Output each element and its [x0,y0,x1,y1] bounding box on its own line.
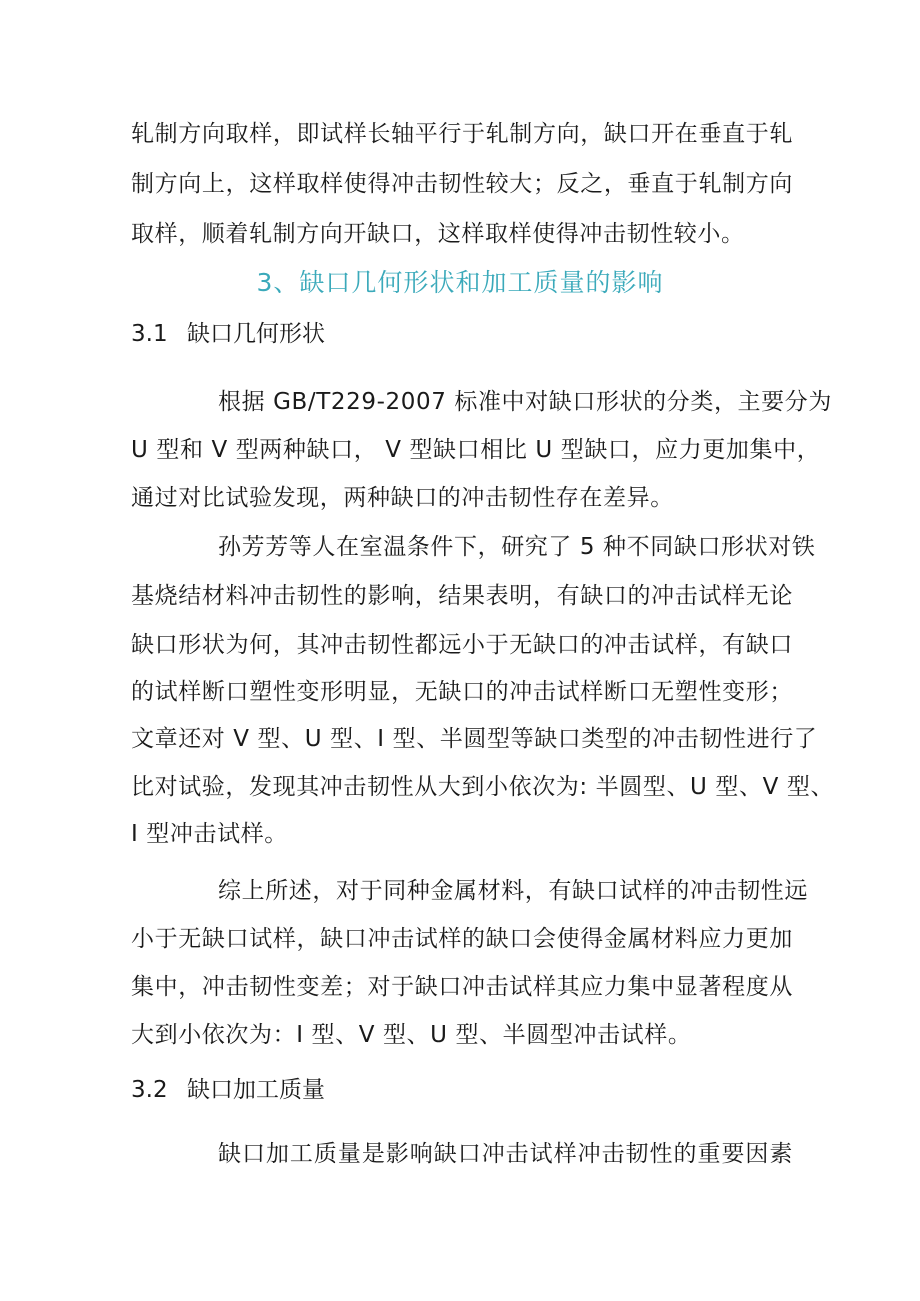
para4-line-1: 缺口加工质量是影响缺口冲击试样冲击韧性的重要因素 [218,1141,793,1167]
intro-line-1: 轧制方向取样，即试样长轴平行于轧制方向，缺口开在垂直于轧 [131,121,793,147]
subsection-3-1-title: 缺口几何形状 [187,321,325,347]
para3-line-4: 大到小依次为：I 型、V 型、U 型、半圆型冲击试样。 [131,1022,692,1048]
para2-line-2: 基烧结材料冲击韧性的影响，结果表明，有缺口的冲击试样无论 [131,583,793,609]
subsection-3-2-number: 3.2 [131,1077,168,1103]
para1-line-1: 根据 GB/T229-2007 标准中对缺口形状的分类，主要分为 [218,389,832,415]
subsection-3-2-title: 缺口加工质量 [187,1077,325,1103]
section-3-heading: 3、缺口几何形状和加工质量的影响 [256,268,664,297]
para2-line-6: 比对试验，发现其冲击韧性从大到小依次为: 半圆型、U 型、V 型、 [131,774,835,800]
subsection-3-1-heading [131,319,325,349]
para3-line-2: 小于无缺口试样，缺口冲击试样的缺口会使得金属材料应力更加 [131,926,793,952]
para1-line-3: 通过对比试验发现，两种缺口的冲击韧性存在差异。 [131,485,674,511]
intro-line-3: 取样，顺着轧制方向开缺口，这样取样使得冲击韧性较小。 [131,221,745,247]
para2-line-4: 的试样断口塑性变形明显，无缺口的冲击试样断口无塑性变形； [131,679,793,705]
para1-line-2: U 型和 V 型两种缺口， V 型缺口相比 U 型缺口，应力更加集中， [131,437,821,463]
subsection-3-2-heading [131,1075,325,1105]
para3-line-1: 综上所述，对于同种金属材料，有缺口试样的冲击韧性远 [218,878,808,904]
para2-line-7: I 型冲击试样。 [131,821,288,847]
para2-line-1: 孙芳芳等人在室温条件下，研究了 5 种不同缺口形状对铁 [218,534,816,560]
para2-line-5: 文章还对 V 型、U 型、I 型、半圆型等缺口类型的冲击韧性进行了 [131,726,818,752]
intro-line-2: 制方向上，这样取样使得冲击韧性较大；反之，垂直于轧制方向 [131,171,793,197]
para3-line-3: 集中，冲击韧性变差；对于缺口冲击试样其应力集中显著程度从 [131,974,793,1000]
para2-line-3: 缺口形状为何，其冲击韧性都远小于无缺口的冲击试样，有缺口 [131,632,793,658]
subsection-3-1-number: 3.1 [131,321,168,347]
